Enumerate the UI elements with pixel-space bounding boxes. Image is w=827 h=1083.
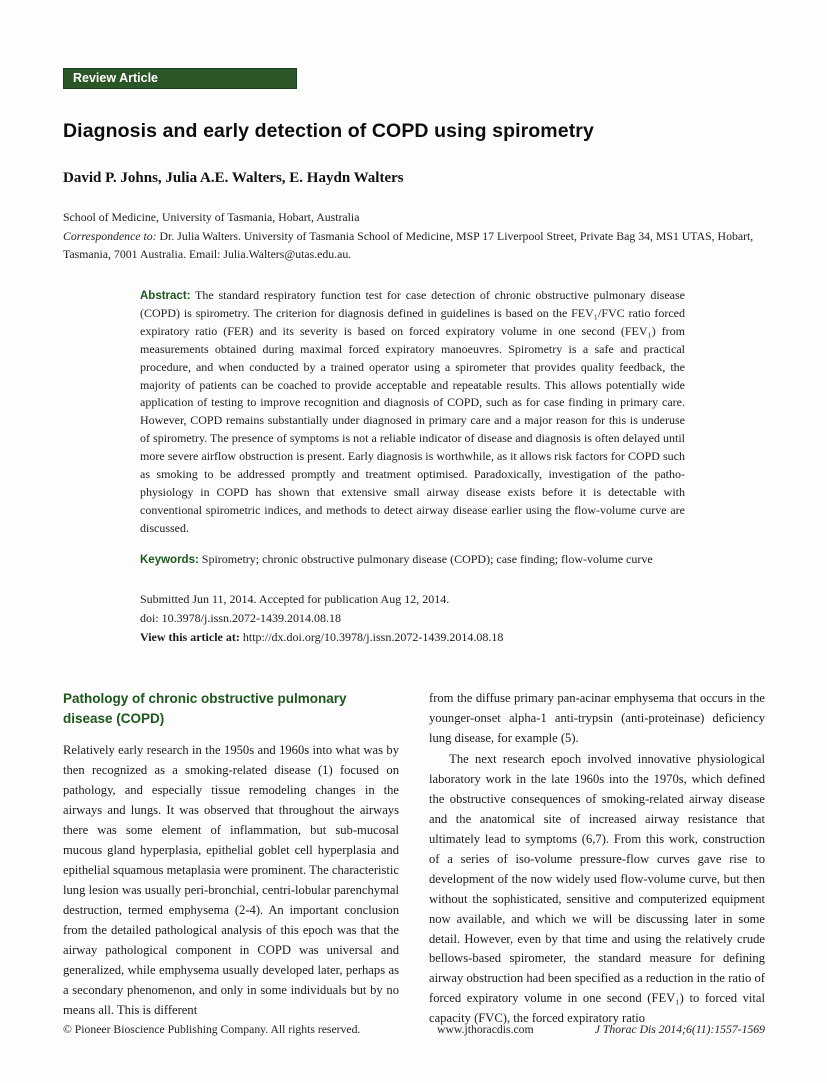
- submission-block: [140, 590, 685, 648]
- right-column: [429, 689, 765, 1029]
- abstract-label: Abstract:: [140, 289, 191, 302]
- author-list: David P. Johns, Julia A.E. Walters, E. Haydn Walters: [63, 170, 404, 186]
- keywords-text: Spirometry; chronic obstructive pulmonary disease (COPD); case finding; flow-volume curve: [198, 552, 653, 567]
- view-article-label: View this article at:: [140, 629, 240, 644]
- doi-line: doi: 10.3978/j.issn.2072-1439.2014.08.18: [140, 610, 342, 625]
- right-column-paragraph-2: The next research epoch involved innovative physiological laboratory work in the late 1960s into the 1970s, which defined the obstructive consequences of smoking-related airway disease and the anatomical site of increased airway resistance that ultimately lead to symptoms (6,7). From this work, construction of a series of iso-volume pressure-flow curves gave rise to development of the now widely used flow-volume curve, but then without the sophisticated, sensitive and computerized equipment now available, and which we will be discussing later in some detail. However, even by that time and using the relatively crude bellows-based spirometer, the standard measure for defining airway obstruction had been specified as a reduction in the ratio of forced expiratory volume in one second (FEV₁) to forced vital capacity (FVC), the forced expiratory ratio: [429, 751, 765, 1026]
- footer-citation: J Thorac Dis 2014;6(11):1557-1569: [594, 1023, 765, 1036]
- section-heading: Pathology of chronic obstructive pulmonary disease (COPD): [63, 691, 347, 726]
- keywords-label: Keywords:: [140, 554, 199, 567]
- article-title: Diagnosis and early detection of COPD using spirometry: [63, 120, 594, 142]
- abstract-paragraph: [140, 287, 685, 538]
- left-column-paragraph: Relatively early research in the 1950s and 1960s into what was by then recognized as a smoking-related disease (1) focused on pathology, and especially tissue remodeling changes in the airways and lungs. It was observed that throughout the airways there was some element of inflammation, but sub-mucosal mucous gland hyperplasia, epithelial goblet cell hyperplasia and epithelial squamous metaplasia were prominent. The characteristic lung lesion was usually peri-bronchial, centri-lobular parenchymal destruction, termed emphysema (2-4). An important conclusion from the detailed pathological analysis of this epoch was that the airway pathological component in COPD was universal and generalized, while emphysema usually developed later, perhaps as a secondary phenomenon, and only in some individuals but by no means all. This is different: [63, 743, 399, 1017]
- two-column-body: [63, 689, 765, 1029]
- footer-copyright: © Pioneer Bioscience Publishing Company. All rights reserved.: [63, 1023, 361, 1036]
- page-content: [63, 0, 765, 1029]
- abstract-block: [140, 287, 685, 647]
- abstract-text: The standard respiratory function test for case detection of chronic obstructive pulmonary disease (COPD) is spirometry. The criterion for diagnosis defined in guidelines is based on the FEV₁/FVC ratio forced expiratory ratio (FER) and its severity is based on forced expiratory volume in one second (FEV₁) from measurements obtained during maximal forced expiratory manoeuvres. Spirometry is a safe and practical procedure, and when conducted by a trained operator using a spirometer that provides quality feedback, the majority of patients can be coached to provide acceptable and repeatable results. This allows potentially wide application of testing to improve recognition and diagnosis of COPD, such as for case finding in primary care. However, COPD remains substantially under diagnosed in primary care and a major reason for this is underuse of spirometry. The presence of symptoms is not a reliable indicator of disease and diagnosis is often delayed until more severe airflow obstruction is present. Early diagnosis is worthwhile, as it allows risk factors for COPD such as smoking to be addressed promptly and treatment optimised. Paradoxically, investigation of the patho-physiology in COPD has shown that extensive small airway disease exists before it is detectable with conventional spirometric indices, and methods to detect airway disease earlier using the flow-volume curve are discussed.: [140, 287, 685, 535]
- right-column-paragraph-1: from the diffuse primary pan-acinar emphysema that occurs in the younger-onset alpha-1 anti-trypsin (anti-proteinase) deficiency lung disease, for example (5).: [429, 691, 765, 745]
- view-article-url: http://dx.doi.org/10.3978/j.issn.2072-1439.2014.08.18: [239, 629, 504, 644]
- left-column: [63, 689, 399, 1029]
- correspondence-label: Correspondence to:: [63, 228, 157, 243]
- footer-website: www.jthoracdis.com: [437, 1023, 534, 1036]
- correspondence-line: [63, 227, 765, 264]
- submitted-line: Submitted Jun 11, 2014. Accepted for publication Aug 12, 2014.: [140, 591, 450, 606]
- affiliation-block: [63, 208, 765, 264]
- article-type-badge: Review Article: [63, 68, 297, 89]
- affiliation-line: School of Medicine, University of Tasmania, Hobart, Australia: [63, 210, 360, 224]
- page-footer: [63, 1023, 765, 1039]
- keywords-line: [140, 551, 685, 569]
- view-article-line: [140, 628, 685, 647]
- correspondence-text: Dr. Julia Walters. University of Tasmania School of Medicine, MSP 17 Liverpool Street, Private Bag 34, MS1 UTAS, Hobart, Tasmania, 7001 Australia. Email: Julia.Walters@utas.edu.au.: [63, 228, 754, 262]
